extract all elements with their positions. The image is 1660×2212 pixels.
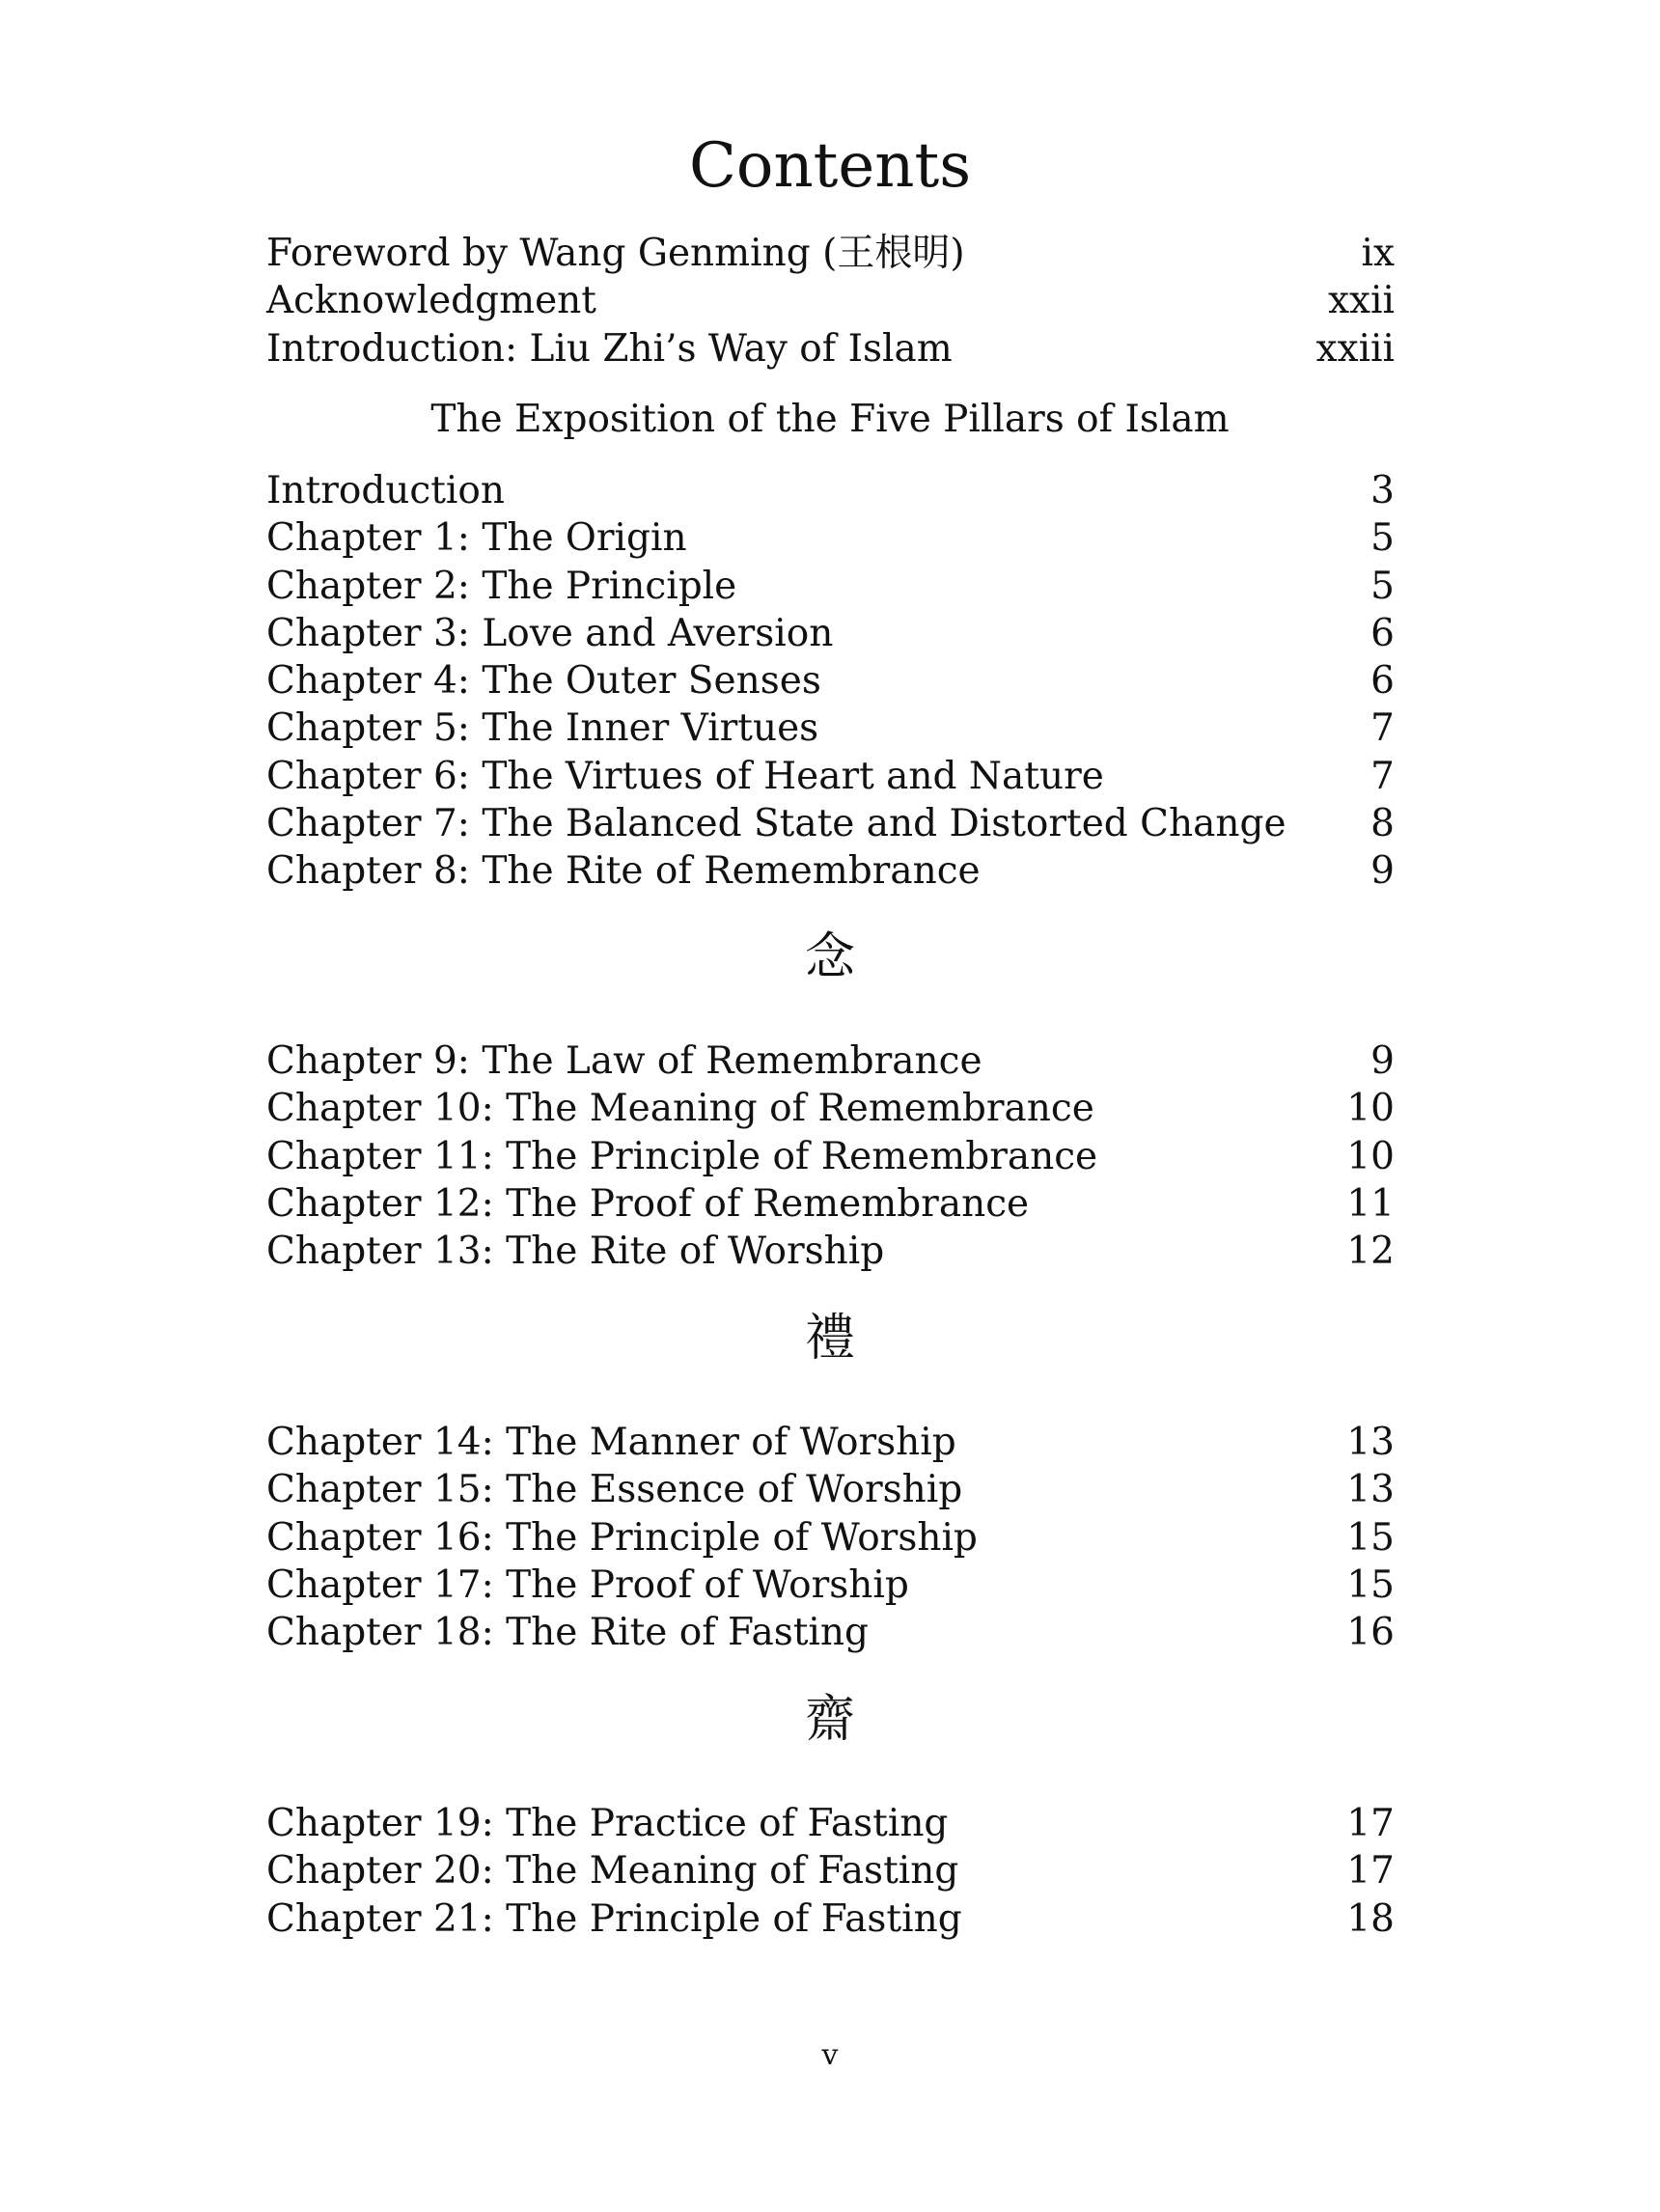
toc-entry-label: Chapter 2: The Principle [266,564,737,608]
toc-entry[interactable] [266,1609,1395,1656]
toc-entry-page: 17 [1346,1802,1395,1845]
toc-entry[interactable] [266,753,1395,800]
toc-entry-label: Chapter 3: Love and Aversion [266,611,834,655]
toc-entry-page: 9 [1370,849,1395,894]
toc-entry-label: Chapter 1: The Origin [266,516,687,561]
toc-entry-page: 13 [1346,1468,1395,1512]
toc-entry-label: Chapter 18: The Rite of Fasting [266,1611,869,1655]
toc-entry-page: 15 [1346,1515,1395,1560]
toc-entry-page: 8 [1370,802,1395,846]
toc-entry-label: Foreword by Wang Genming (王根明) [266,232,965,275]
toc-entry[interactable] [266,847,1395,895]
toc-entry[interactable] [266,1037,1395,1085]
toc-entry[interactable] [266,467,1395,514]
toc-entry[interactable] [266,610,1395,657]
toc-entry[interactable] [266,1562,1395,1609]
toc-entry-page: 5 [1370,564,1395,608]
calligraphy-divider-fasting [0,1689,1660,1751]
toc-entry-page: 6 [1370,611,1395,655]
toc-entry-label: Chapter 17: The Proof of Worship [266,1562,909,1607]
toc-entry-page: 16 [1346,1611,1395,1655]
toc-entry-label: Introduction: Liu Zhi’s Way of Islam [266,326,953,371]
toc-entry-label: Chapter 20: The Meaning of Fasting [266,1849,959,1894]
toc-entry[interactable] [266,1847,1395,1894]
page-title: Contents [688,130,972,202]
toc-entry-label: Chapter 21: The Principle of Fasting [266,1896,962,1941]
toc-entry-foreword[interactable] [266,230,1395,277]
toc-entry[interactable] [266,800,1395,847]
toc-entry-label: Chapter 13: The Rite of Worship [266,1230,885,1274]
toc-entry-page: 9 [1370,1039,1395,1083]
toc-entry-page: 5 [1370,516,1395,561]
toc-entry-label: Chapter 16: The Principle of Worship [266,1515,978,1560]
toc-entry-label: Chapter 8: The Rite of Remembrance [266,849,981,894]
calligraphy-glyph: 齋 [804,1691,855,1749]
toc-entry-label: Chapter 11: The Principle of Remembrance [266,1134,1098,1178]
toc-entry-introduction-essay[interactable] [266,325,1395,373]
toc-entry-label: Chapter 6: The Virtues of Heart and Nature [266,754,1104,798]
toc-entry-page: 18 [1346,1896,1395,1941]
toc-entry[interactable] [266,705,1395,752]
toc-entry-label: Chapter 7: The Balanced State and Distorted Change [266,802,1286,846]
toc-entry-page: xxii [1328,279,1395,323]
calligraphy-divider-worship [0,1308,1660,1369]
toc-entry[interactable] [266,1419,1395,1466]
toc-entry-label: Chapter 14: The Manner of Worship [266,1421,956,1464]
toc-group-3 [266,1419,1395,1656]
toc-group-1 [266,467,1395,896]
calligraphy-glyph: 禮 [804,1310,855,1368]
toc-entry-label: Chapter 12: The Proof of Remembrance [266,1181,1030,1226]
toc-entry-label: Chapter 19: The Practice of Fasting [266,1802,949,1845]
toc-entry-label: Introduction [266,469,505,512]
toc-entry[interactable] [266,1895,1395,1943]
toc-entry-page: 7 [1370,754,1395,798]
toc-entry-page: 10 [1346,1087,1395,1131]
toc-entry[interactable] [266,1800,1395,1847]
toc-entry[interactable] [266,1228,1395,1275]
toc-entry[interactable] [266,1133,1395,1180]
toc-entry-label: Chapter 9: The Law of Remembrance [266,1039,982,1083]
toc-entry[interactable] [266,1085,1395,1132]
toc-entry-page: xxiii [1315,326,1395,371]
toc-group-4 [266,1800,1395,1943]
toc-entry-acknowledgment[interactable] [266,277,1395,324]
toc-entry[interactable] [266,657,1395,705]
toc-entry-page: 11 [1346,1181,1395,1226]
toc-entry-label: Chapter 5: The Inner Virtues [266,706,819,751]
toc-entry-label: Acknowledgment [266,279,596,323]
toc-entry-label: Chapter 10: The Meaning of Remembrance [266,1087,1094,1131]
toc-entry[interactable] [266,1514,1395,1562]
toc-entry-page: 3 [1370,469,1395,512]
toc-entry-page: 17 [1346,1849,1395,1894]
calligraphy-divider-remembrance [0,926,1660,988]
front-matter-list [266,230,1395,373]
page-number: v [821,2038,839,2072]
toc-entry-page: 6 [1370,659,1395,704]
toc-entry-page: 15 [1346,1562,1395,1607]
toc-entry[interactable] [266,1180,1395,1228]
calligraphy-glyph: 念 [804,928,855,986]
toc-entry[interactable] [266,1466,1395,1513]
toc-entry-label: Chapter 15: The Essence of Worship [266,1468,963,1512]
toc-entry-page: 13 [1346,1421,1395,1464]
toc-entry[interactable] [266,563,1395,610]
toc-entry-page: 10 [1346,1134,1395,1178]
toc-entry-page: 7 [1370,706,1395,751]
toc-entry-page: 12 [1346,1230,1395,1274]
toc-entry[interactable] [266,514,1395,562]
toc-group-2 [266,1037,1395,1275]
toc-entry-page: ix [1361,232,1395,275]
toc-entry-label: Chapter 4: The Outer Senses [266,659,821,704]
section-heading: The Exposition of the Five Pillars of Islam [430,398,1230,441]
